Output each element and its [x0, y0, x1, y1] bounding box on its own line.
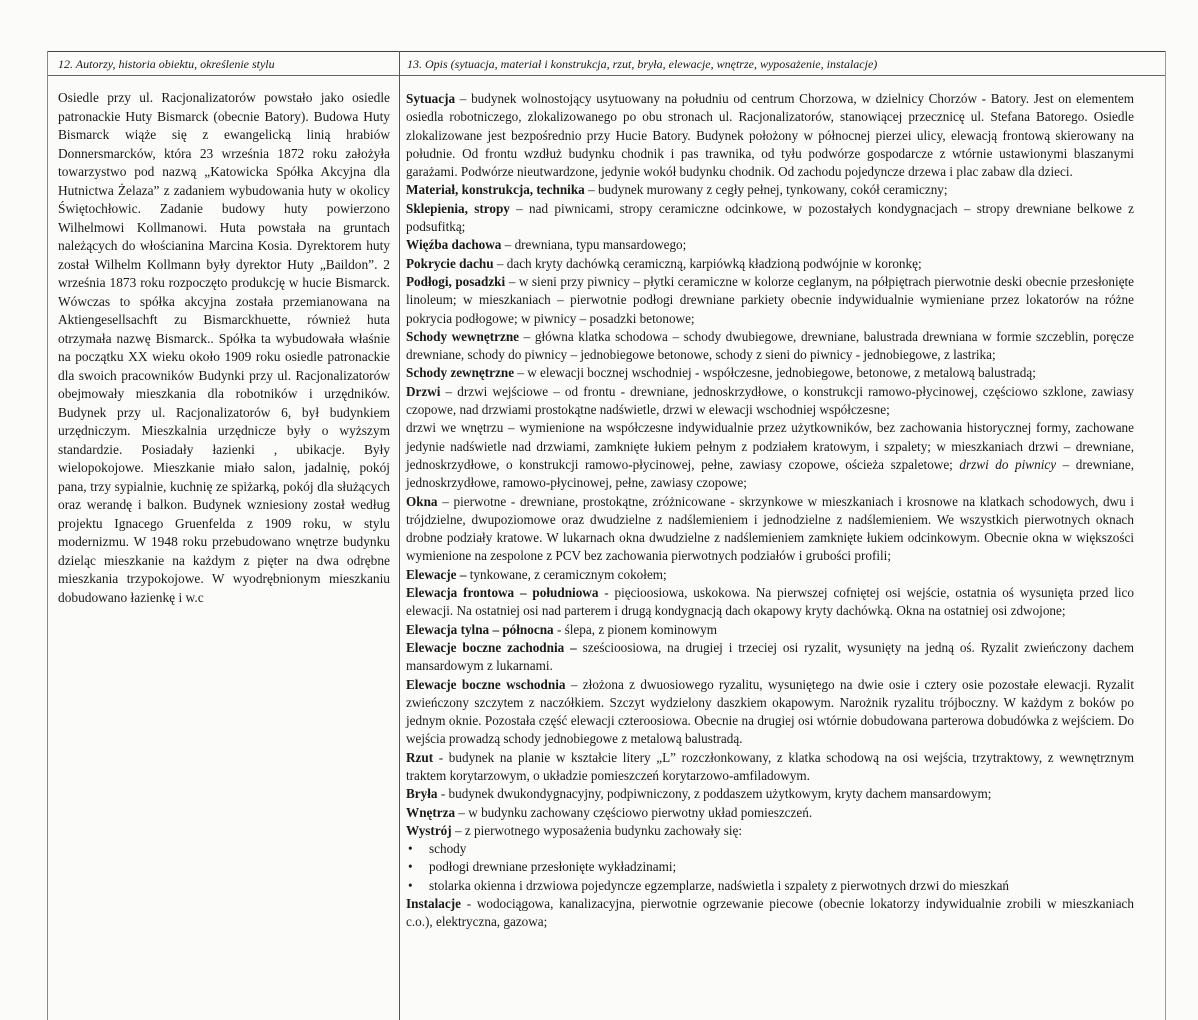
para-rzut [406, 749, 1134, 786]
para-material [406, 181, 1134, 199]
para-podlogi [406, 273, 1134, 328]
text-drzwi-piwnica: drzwi do piwnicy [959, 456, 1057, 472]
text-sklepienia: – nad piwnicami, stropy ceramiczne odcinkowe, w pozostałych kondygnacjach – stropy drewniane belkowe z podsufitką; [406, 200, 1134, 235]
label-instalacje: Instalacje [406, 896, 461, 912]
text-drzwi-wew-pre: drzwi we wnętrzu – wymienione na współczesne indywidualnie przez użytkowników, bez zachowania historycznej formy, zachowane jedynie nadświetle nad drzwiami, zamknięte łukiem pełnym z podziałem kratowym, i szpalety; w mieszkaniach drzwi – drewniane, jednoskrzydłowe, o konstrukcji ramowo-płycinowej, pełne, zawiasy czopowe, ościeża szpaletowe; [406, 420, 1134, 472]
para-bryla [406, 785, 1134, 803]
column-divider [399, 51, 400, 1020]
list-item: • stolarka okienna i drzwiowa pojedyncze egzemplarze, nadświetla i szpalety z pierwotnych drzwi do mieszkań [406, 877, 1134, 895]
label-el-zach: Elewacje boczne zachodnia – [406, 639, 583, 655]
para-el-tylna [406, 621, 1134, 639]
text-instalacje: - wodociągowa, kanalizacyjna, pierwotnie ogrzewanie piecowe (obecnie lokatorzy indywidualnie zrobili w mieszkaniach c.o.), elektryczna, gazowa; [406, 896, 1134, 930]
text-el-zach: sześcioosiowa, na drugiej i trzeciej osi ryzalit, wysunięty na jedną oś. Ryzalit zwieńczony dachem mansardowym z lukarnami. [406, 639, 1134, 674]
label-okna: Okna [406, 493, 438, 509]
table-top-border [47, 51, 1166, 52]
text-schody-wew: – główna klatka schodowa – schody dwubiegowe, drewniane, balustrada drewniana w formie szczeblin, poręcze drewniane, schody do piwnicy – jednobiegowe betonowe, schody z sieni do piwnicy - jednobiegowe, z lastrika; [406, 328, 1134, 363]
text-wiezba: – drewniana, typu mansardowego; [501, 237, 687, 253]
label-material: Materiał, konstrukcja, technika [406, 182, 585, 198]
text-wnetrza: – w budynku zachowany częściowo pierwotny układ pomieszczeń. [455, 804, 813, 820]
para-schody-wew [406, 328, 1134, 365]
text-material: – budynek murowany z cegły pełnej, tynkowany, cokół ceramiczny; [584, 182, 948, 198]
para-pokrycie [406, 255, 1134, 273]
label-podlogi: Podłogi, posadzki [406, 273, 506, 289]
text-el-front: - pięcioosiowa, uskokowa. Na pierwszej cofniętej osi wejście, ostatnia oś wysunięta przed lico elewacji. Na ostatniej osi nad parterem i drugą kondygnacją dach okapowy kryty dachówką. Okna na ostatniej osi zdwojone; [406, 585, 1135, 619]
text-el-wsch: – złożona z dwuosiowego ryzalitu, wysuniętego na dwie osie i cztery osie pozostałe elewacji. Ryzalit zwieńczony szczytem z naczółkiem. Szczyt wydzielony daszkiem okapowym. Narożnik ryzalitu trójboczny. W każdym z boków po jednym oknie. Pozostała część elewacji czteroosiowa. Obecnie na drugiej osi wtórnie dobudowana parterowa dobudówka z wejściem. Do wejścia prowadzą schody jednobiegowe z metalową balustradą. [406, 676, 1134, 747]
wystroj-list [406, 840, 1134, 895]
text-elewacje: tynkowane, z ceramicznym cokołem; [469, 566, 667, 582]
label-wystroj: Wystrój [406, 822, 452, 838]
para-wystroj [406, 822, 1134, 840]
para-wnetrza [406, 804, 1134, 822]
label-bryla: Bryła [406, 786, 438, 802]
para-el-zach [406, 639, 1134, 676]
description-column [406, 90, 1134, 932]
section-13-header: 13. Opis (sytuacja, materiał i konstrukcja, rzut, bryła, elewacje, wnętrze, wyposażenie, instalacje) [407, 57, 878, 71]
header-row-border [47, 75, 1166, 76]
text-wystroj: – z pierwotnego wyposażenia budynku zachowały się: [451, 822, 743, 838]
label-el-tylna: Elewacja tylna – północna [406, 621, 554, 637]
text-drzwi-wew-post: – drewniane, jednoskrzydłowe, ramowo-płycinowej, pełne, zawiasy czopowe; [406, 456, 1135, 491]
label-sklepienia: Sklepienia, stropy [406, 200, 510, 216]
para-schody-zew [406, 364, 1134, 382]
text-podlogi: – w sieni przy piwnicy – płytki ceramiczne w kolorze ceglanym, na półpiętrach pierwotnie deski obecnie przesłonięte linoleum; w mieszkaniach – pierwotnie podłogi drewniane parkiety obecnie indywidualnie wymieniane przez lokatorów na różne pokrycia podłogowe; w piwnicy – posadzki betonowe; [406, 273, 1134, 326]
para-sytuacja [406, 90, 1134, 181]
text-el-tylna: - ślepa, z pionem kominowym [553, 621, 717, 637]
label-sytuacja: Sytuacja [406, 91, 456, 106]
text-rzut: - budynek na planie w kształcie litery „L” rozczłonkowany, z klatka schodową na osi wejścia, trzytraktowy, z wewnętrznym traktem korytarzowym, o układzie pomieszczeń korytarzowo-amfiladowym. [406, 749, 1134, 783]
para-instalacje [406, 895, 1134, 932]
label-pokrycie: Pokrycie dachu [406, 255, 494, 271]
para-sklepienia [406, 200, 1134, 237]
label-el-wsch: Elewacje boczne wschodnia [406, 676, 566, 692]
section-12-header: 12. Autorzy, historia obiektu, określenie stylu [58, 57, 275, 71]
label-drzwi: Drzwi [406, 383, 441, 399]
para-drzwi-wew [406, 419, 1134, 492]
text-pokrycie: – dach kryty dachówką ceramiczną, karpiówką kładzioną podwójnie w koronkę; [493, 255, 922, 271]
text-drzwi: – drzwi wejściowe – od frontu - drewniane, jednoskrzydłowe, o konstrukcji ramowo-płycinowej, częściowo szklone, zawiasy czopowe, nad drzwiami prostokątne nadświetle, drzwi w elewacji wschodniej współczesne; [406, 383, 1134, 418]
label-schody-wew: Schody wewnętrzne [406, 328, 520, 344]
list-item: • podłogi drewniane przesłonięte wykładzinami; [406, 858, 1134, 876]
label-wiezba: Więźba dachowa [406, 237, 502, 253]
text-okna: – pierwotne - drewniane, prostokątne, zróżnicowane - skrzynkowe w mieszkaniach i krosnowe na klatkach schodowych, dwu i trójdzielne, dwupoziomowe oraz dwudzielne z nadślemieniem i jednodzielne z nadślemieniem. We wszystkich pierwotnych oknach drobne podziały kratowe. W lukarnach okna dwudzielne z nadślemieniem zamknięte łukiem odcinkowym. Obecnie okna w większości wymienione na zespolone z PCV bez zachowania pierwotnych podziałów i grubości profili; [406, 493, 1134, 564]
para-wiezba [406, 236, 1134, 254]
label-elewacje: Elewacje – [406, 566, 470, 582]
label-schody-zew: Schody zewnętrzne [406, 365, 515, 381]
para-okna [406, 493, 1134, 566]
table-right-border [1165, 51, 1166, 1020]
table-left-border [47, 51, 48, 1020]
text-schody-zew: – w elewacji bocznej wschodniej - współczesne, jednobiegowe, betonowe, z metalową balustradą; [514, 365, 1036, 381]
label-rzut: Rzut [406, 749, 434, 765]
text-sytuacja: – budynek wolnostojący usytuowany na południu od centrum Chorzowa, w dzielnicy Chorzów - Batory. Jest on elementem osiedla robotniczego, zlokalizowanego po obu stronach ul. Racjonalizatorów, stanowiącej przecznicę ul. Stefana Batorego. Osiedle zlokalizowane jest bezpośrednio przy Hucie Batory. Budynek położony w północnej pierzei ulicy, elewacją frontową skierowany na południe. Od frontu wzdłuż budynku chodnik i pas trawnika, od tyłu podwórze gospodarcze z wtórnie ustawionymi blaszanymi garażami. Podwórze nieutwardzone, jedynie wokół budynku chodnik. Od zachodu pojedyncze drzewa i plac zabaw dla dzieci. [406, 91, 1134, 180]
label-el-front: Elewacja frontowa – południowa [406, 585, 599, 601]
label-wnetrza: Wnętrza [406, 804, 456, 820]
para-el-front [406, 584, 1134, 621]
history-text: Osiedle przy ul. Racjonalizatorów powstało jako osiedle patronackie Huty Bismarck (obecnie Batory). Budowa Huty Bismarck wiąże się z ewangelicką linią hrabiów Donnersmarcków, która 23 września 1872 roku założyła towarzystwo pod nazwą „Katowicka Spółka Akcyjna dla Hutnictwa Żelaza” z zadaniem wybudowania huty w okolicy Świętochłowic. Zadanie budowy huty powierzono Wilhelmowi Kollmanowi. Huta powstała na gruntach należących do włościanina Marcina Kosia. Dyrektorem huty został Wilhelm Kollmann były dyrektor Huty „Baildon”. 2 września 1873 roku rozpoczęto produkcję w hucie Bismarck. Wówczas to spółka akcyjna została przemianowana na Aktiengesellsachft zu Bismarckhuette, również huta otrzymała nazwę Bismarck.. Spółka ta wybudowała właśnie na początku XX wieku około 1909 roku osiedle patronackie dla swoich pracowników Budynki przy ul. Racjonalizatorów obejmowały mieszkania dla robotników i urzędników. Budynek przy ul. Racjonalizatorów 6, był budynkiem urzędniczym. Mieszkalnia urzędnicze były o wyższym standardzie. Posiadały łazienki , ubikacje. Były wielopokojowe. Mieszkanie miało salon, jadalnię, pokój pana, trzy sypialnie, kuchnię ze spiżarką, pokój dla służących oraz werandę i balkon. Budynek wzniesiony został według projektu Ignacego Gruenfelda z 1909 roku, w stylu modernizmu. W 1948 roku przebudowano wnętrze budynku dzieląc mieszkanie na każdym z pięter na dwa odrębne mieszkania trzypokojowe. W wyodrębnionym mieszkaniu dobudowano łazienkę i w.c [58, 90, 390, 605]
para-el-wsch [406, 676, 1134, 749]
para-drzwi [406, 383, 1134, 420]
text-bryla: - budynek dwukondygnacyjny, podpiwniczony, z poddaszem użytkowym, kryty dachem mansardowym; [437, 786, 992, 802]
list-item: • schody [406, 840, 1134, 858]
para-elewacje [406, 566, 1134, 584]
